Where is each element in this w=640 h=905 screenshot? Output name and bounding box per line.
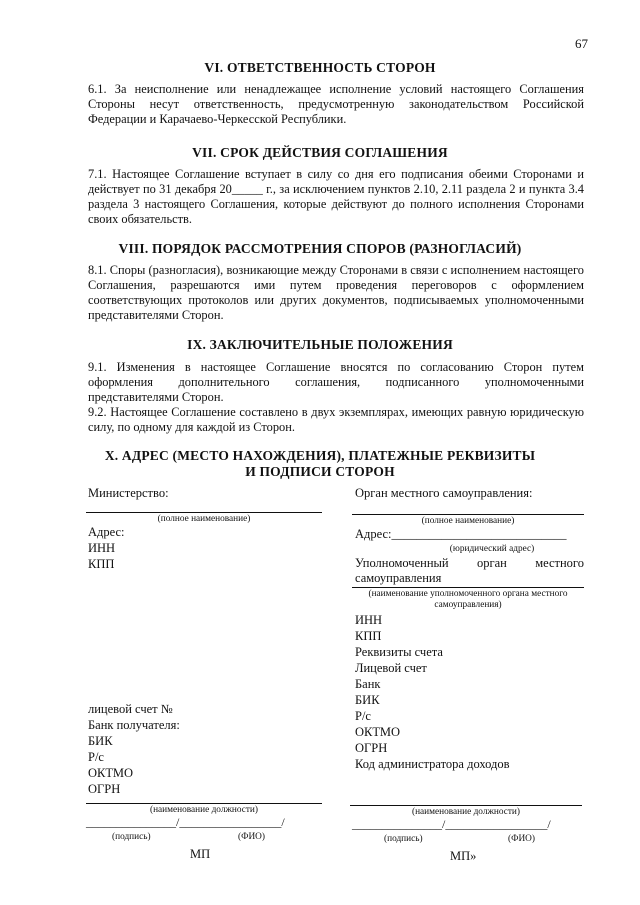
right-fullname-line <box>352 514 584 515</box>
paragraph-6-1: 6.1. За неисполнение или ненадлежащее исполнение условий настоящего Соглашения Стороны несут ответственность, предусмотренную законодательством Российской Федерации и Карачаево-Черкесской Республики. <box>88 82 584 126</box>
section-8-heading: VIII. ПОРЯДОК РАССМОТРЕНИЯ СПОРОВ (РАЗНОГЛАСИЙ) <box>118 241 522 256</box>
left-stamp: МП <box>190 847 211 861</box>
right-position-line <box>350 805 582 806</box>
section-7-heading: VII. СРОК ДЕЙСТВИЯ СОГЛАШЕНИЯ <box>192 145 448 160</box>
left-ogrn: ОГРН <box>88 782 121 796</box>
left-inn: ИНН <box>88 541 116 555</box>
left-fullname-line <box>86 512 322 513</box>
right-signature-caption: (подпись) <box>384 834 423 844</box>
right-legal-address-caption: (юридический адрес) <box>449 544 535 554</box>
section-9-heading: IX. ЗАКЛЮЧИТЕЛЬНЫЕ ПОЛОЖЕНИЯ <box>187 337 453 352</box>
left-fullname-caption: (полное наименование) <box>157 514 251 524</box>
left-bik: БИК <box>88 734 113 748</box>
right-rs: Р/с <box>355 709 371 723</box>
right-authorized-caption: (наименование уполномоченного органа местного самоуправления) <box>368 589 568 610</box>
left-rs: Р/с <box>88 750 104 764</box>
right-signature-line: _______________/_________________/ <box>352 817 551 831</box>
paragraph-9-1: 9.1. Изменения в настоящее Соглашение вносятся по согласованию Сторон путем оформления дополнительного соглашения, подписанного уполномоченными представителями Сторон. <box>88 360 584 404</box>
page-number: 67 <box>575 36 588 51</box>
right-position-caption: (наименование должности) <box>411 807 521 817</box>
left-address: Адрес: <box>88 525 125 539</box>
right-oktmo: ОКТМО <box>355 725 400 739</box>
left-position-caption: (наименование должности) <box>149 805 259 815</box>
right-revenue-admin-code: Код администратора доходов <box>355 757 510 771</box>
right-fullname-caption: (полное наименование) <box>421 516 515 526</box>
right-ogrn: ОГРН <box>355 741 388 755</box>
right-fio-caption: (ФИО) <box>508 834 535 844</box>
right-authorized-body: Уполномоченный орган местного самоуправления <box>355 556 584 585</box>
right-party-title: Орган местного самоуправления: <box>355 486 533 500</box>
paragraph-7-1: 7.1. Настоящее Соглашение вступает в силу со дня его подписания обеими Сторонами и действует по 31 декабря 20_____ г., за исключением пунктов 2.10, 2.11 раздела 2 и пункта 3.4 раздела 3 настоящего Соглашения, которые действуют до полного исполнения Сторонами своих обязательств. <box>88 167 584 226</box>
right-kpp: КПП <box>355 629 382 643</box>
left-party-title: Министерство: <box>88 486 169 500</box>
right-inn: ИНН <box>355 613 383 627</box>
left-fio-caption: (ФИО) <box>238 832 265 842</box>
section-6-heading: VI. ОТВЕТСТВЕННОСТЬ СТОРОН <box>204 60 436 75</box>
left-oktmo: ОКТМО <box>88 766 133 780</box>
right-stamp: МП» <box>450 849 477 863</box>
right-bik: БИК <box>355 693 380 707</box>
right-account-details: Реквизиты счета <box>355 645 443 659</box>
section-10-heading-line1: X. АДРЕС (МЕСТО НАХОЖДЕНИЯ), ПЛАТЕЖНЫЕ РЕКВИЗИТЫ <box>104 448 536 463</box>
left-account: лицевой счет № <box>88 702 173 716</box>
right-bank: Банк <box>355 677 381 691</box>
left-signature-caption: (подпись) <box>112 832 151 842</box>
right-personal-account: Лицевой счет <box>355 661 427 675</box>
left-bank: Банк получателя: <box>88 718 180 732</box>
left-position-line <box>86 803 322 804</box>
paragraph-8-1: 8.1. Споры (разногласия), возникающие между Сторонами в связи с исполнением настоящего Соглашения, разрешаются ими путем проведения переговоров с оформлением соответствующих протоколов или других документов, подписываемых уполномоченными представителями Сторон. <box>88 263 584 322</box>
left-signature-line: _______________/_________________/ <box>86 815 285 829</box>
right-authorized-line <box>352 587 584 588</box>
right-address: Адрес:____________________________ <box>355 527 567 541</box>
left-kpp: КПП <box>88 557 115 571</box>
section-10-heading-line2: И ПОДПИСИ СТОРОН <box>245 464 395 479</box>
paragraph-9-2: 9.2. Настоящее Соглашение составлено в двух экземплярах, имеющих равную юридическую силу, по одному для каждой из Сторон. <box>88 405 584 434</box>
